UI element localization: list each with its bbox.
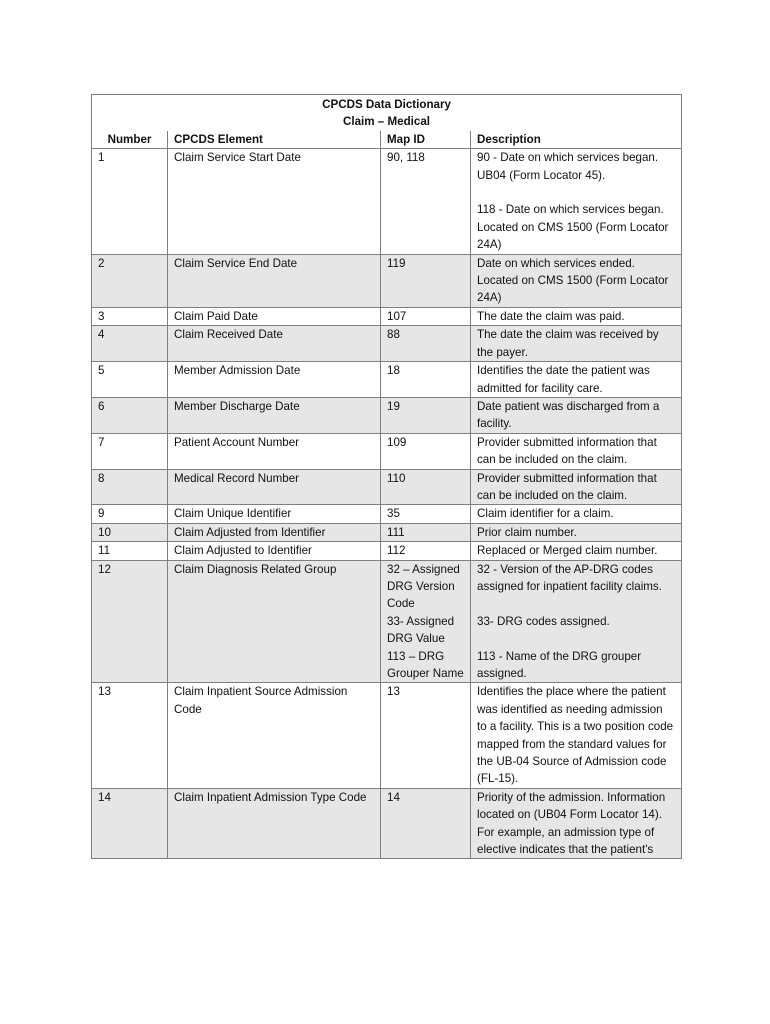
row-number: [92, 397, 168, 433]
row-description-text: Prior claim number.: [477, 525, 577, 539]
row-description-text: Priority of the admission. Information located on (UB04 Form Locator 14). For example, an admission type of elective indicates that the patient's: [477, 790, 666, 857]
row-description: [471, 523, 682, 541]
row-description-text: The date the claim was received by the payer.: [477, 328, 659, 359]
table-row: [92, 560, 682, 683]
column-header-element: CPCDS Element: [168, 131, 381, 149]
row-element: [168, 254, 381, 307]
row-number-text: 8: [98, 471, 105, 485]
row-description-text: 32 - Version of the AP-DRG codes assigned for inpatient facility claims. 33- DRG codes assigned. 113 - Name of the DRG grouper assigned.: [477, 562, 662, 680]
row-number: [92, 307, 168, 325]
row-map-id: [381, 254, 471, 307]
row-description-text: Provider submitted information that can be included on the claim.: [477, 435, 657, 467]
row-element: [168, 683, 381, 788]
row-description-text: Claim identifier for a claim.: [477, 507, 614, 521]
row-map-id: [381, 505, 471, 523]
row-map-id-text: 119: [387, 256, 406, 270]
row-map-id: [381, 397, 471, 433]
row-element: [168, 397, 381, 433]
row-map-id-text: 110: [387, 471, 406, 485]
row-description: [471, 683, 682, 788]
row-element-text: Claim Received Date: [174, 328, 283, 342]
row-description-text: Date patient was discharged from a facility.: [477, 399, 660, 431]
row-element-text: Member Discharge Date: [174, 399, 300, 413]
row-description: [471, 149, 682, 254]
row-number-text: 4: [98, 328, 105, 342]
row-element-text: Claim Diagnosis Related Group: [174, 562, 337, 576]
row-description: [471, 397, 682, 433]
row-number-text: 7: [98, 435, 105, 449]
row-description: [471, 542, 682, 560]
table-row: [92, 542, 682, 560]
row-description-text: Identifies the place where the patient was identified as needing admission to a facility. This is a two position code mapped from the standard values for the UB-04 Source of Admission code (FL-15).: [477, 685, 674, 786]
row-number: [92, 469, 168, 505]
row-map-id: [381, 542, 471, 560]
row-description: [471, 788, 682, 859]
column-header-map-id: Map ID: [381, 131, 471, 149]
row-number: [92, 149, 168, 254]
row-description-text: Provider submitted information that can be included on the claim.: [477, 471, 657, 502]
row-map-id: [381, 307, 471, 325]
row-description-text: Replaced or Merged claim number.: [477, 544, 658, 558]
row-element-text: Claim Unique Identifier: [174, 507, 292, 521]
row-description: [471, 433, 682, 469]
row-element-text: Claim Service Start Date: [174, 151, 301, 165]
row-element-text: Claim Inpatient Admission Type Code: [174, 790, 367, 804]
table-row: [92, 362, 682, 398]
table-row: [92, 397, 682, 433]
row-number: [92, 505, 168, 523]
row-map-id-text: 109: [387, 435, 407, 449]
table-row: [92, 326, 682, 362]
row-map-id: [381, 362, 471, 398]
row-element: [168, 505, 381, 523]
row-number: [92, 542, 168, 560]
row-map-id-text: 18: [387, 364, 400, 378]
row-map-id-text: 111: [387, 525, 405, 539]
row-number: [92, 254, 168, 307]
table-row: [92, 307, 682, 325]
table-body: [92, 149, 682, 859]
row-element: [168, 307, 381, 325]
row-description: [471, 307, 682, 325]
data-dictionary-table: [91, 94, 682, 859]
column-header-row: [92, 131, 682, 149]
row-map-id: [381, 149, 471, 254]
row-map-id-text: 112: [387, 544, 406, 558]
row-description-text: 90 - Date on which services began. UB04 (Form Locator 45). 118 - Date on which services began. Located on CMS 1500 (Form Locator 24A): [477, 151, 669, 252]
row-number: [92, 683, 168, 788]
column-header-description: Description: [471, 131, 682, 149]
table-row: [92, 433, 682, 469]
row-map-id: [381, 523, 471, 541]
row-number-text: 9: [98, 507, 105, 521]
row-number-text: 10: [98, 525, 111, 539]
row-map-id-text: 35: [387, 507, 400, 521]
table-row: [92, 469, 682, 505]
row-element: [168, 542, 381, 560]
row-number-text: 13: [98, 685, 111, 699]
document-title: CPCDS Data Dictionary: [322, 98, 451, 111]
row-element: [168, 523, 381, 541]
column-header-number: Number: [92, 131, 168, 149]
row-number-text: 11: [98, 544, 111, 558]
row-description: [471, 362, 682, 398]
row-number: [92, 788, 168, 859]
table-row: [92, 683, 682, 788]
row-number-text: 14: [98, 790, 111, 804]
row-description-text: The date the claim was paid.: [477, 309, 625, 323]
table-row: [92, 788, 682, 859]
row-map-id: [381, 560, 471, 683]
row-element-text: Claim Adjusted to Identifier: [174, 544, 312, 558]
row-number: [92, 326, 168, 362]
row-description-text: Identifies the date the patient was admitted for facility care.: [477, 364, 650, 395]
row-description: [471, 505, 682, 523]
row-element: [168, 560, 381, 683]
table-row: [92, 149, 682, 254]
table-title-row: [92, 95, 682, 131]
row-element-text: Patient Account Number: [174, 435, 300, 449]
row-element: [168, 469, 381, 505]
row-description: [471, 326, 682, 362]
row-map-id: [381, 469, 471, 505]
row-map-id-text: 13: [387, 685, 400, 699]
row-description-text: Date on which services ended. Located on CMS 1500 (Form Locator 24A): [477, 256, 669, 305]
table-row: [92, 505, 682, 523]
row-number-text: 2: [98, 256, 105, 270]
row-map-id: [381, 326, 471, 362]
table-row: [92, 254, 682, 307]
row-map-id-text: 14: [387, 790, 400, 804]
row-map-id-text: 107: [387, 309, 407, 323]
row-description: [471, 254, 682, 307]
row-number-text: 6: [98, 399, 105, 413]
row-element-text: Claim Adjusted from Identifier: [174, 525, 326, 539]
row-map-id-text: 32 – Assigned DRG Version Code 33- Assigned DRG Value 113 – DRG Grouper Name: [387, 562, 464, 680]
row-element: [168, 326, 381, 362]
row-element: [168, 362, 381, 398]
row-element: [168, 149, 381, 254]
row-element-text: Member Admission Date: [174, 364, 301, 378]
row-number: [92, 362, 168, 398]
row-element: [168, 433, 381, 469]
row-number: [92, 560, 168, 683]
row-number-text: 1: [98, 151, 105, 165]
table-row: [92, 523, 682, 541]
row-map-id-text: 88: [387, 328, 400, 342]
row-map-id-text: 19: [387, 399, 400, 413]
row-number: [92, 433, 168, 469]
row-element-text: Claim Inpatient Source Admission Code: [174, 685, 348, 716]
row-map-id: [381, 788, 471, 859]
row-element-text: Medical Record Number: [174, 471, 300, 485]
row-number: [92, 523, 168, 541]
row-element-text: Claim Service End Date: [174, 256, 298, 270]
row-number-text: 3: [98, 309, 105, 323]
row-description: [471, 560, 682, 683]
row-number-text: 5: [98, 364, 105, 378]
table-title: [92, 95, 682, 131]
row-map-id: [381, 433, 471, 469]
row-number-text: 12: [98, 562, 111, 576]
row-element: [168, 788, 381, 859]
row-map-id-text: 90, 118: [387, 151, 425, 165]
row-description: [471, 469, 682, 505]
row-map-id: [381, 683, 471, 788]
document-subtitle: Claim – Medical: [343, 115, 431, 129]
row-element-text: Claim Paid Date: [174, 309, 258, 323]
